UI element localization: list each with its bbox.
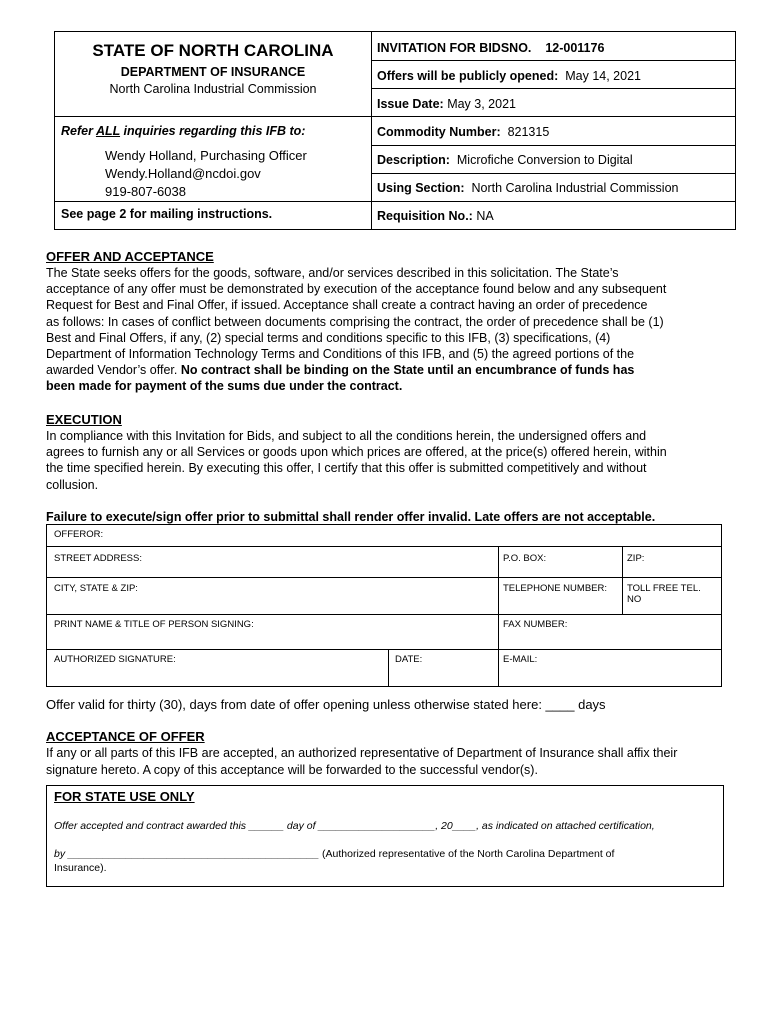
- email-field[interactable]: E-MAIL:: [503, 654, 538, 665]
- signature-field[interactable]: AUTHORIZED SIGNATURE:: [54, 654, 176, 665]
- acceptance-text: If any or all parts of this IFB are accepted, an authorized representative of Department of Insurance shall affix their signature hereto. A copy of this acceptance will be forwarded to the successful vendor(s).: [46, 746, 678, 777]
- invitation-number: INVITATION FOR BIDSNO. 12-001176: [377, 41, 605, 55]
- authorized-representative-line: by ___________________________________________ (Authorized representative of the North Carolina Department of Insurance).: [54, 848, 615, 874]
- offer-acceptance-heading: OFFER AND ACCEPTANCE: [46, 249, 214, 264]
- contact-name: Wendy Holland, Purchasing Officer: [105, 148, 307, 163]
- execution-warning: Failure to execute/sign offer prior to submittal shall render offer invalid. Late offers are not acceptable.: [46, 510, 656, 524]
- offeror-field[interactable]: OFFEROR:: [54, 529, 104, 540]
- description: Description: Microfiche Conversion to Digital: [377, 153, 633, 167]
- street-address-field[interactable]: STREET ADDRESS:: [54, 553, 142, 564]
- requisition-number: Requisition No.: NA: [377, 209, 494, 223]
- zip-field[interactable]: ZIP:: [627, 553, 645, 564]
- refer-inquiries-label: Refer ALL inquiries regarding this IFB to:: [61, 124, 306, 138]
- state-use-box: [46, 785, 724, 887]
- contract-awarded-line: Offer accepted and contract awarded this ______ day of ____________________, 20____, as indicated on attached certification,: [54, 820, 655, 832]
- validity-statement: Offer valid for thirty (30), days from date of offer opening unless otherwise stated here: ____ days: [46, 697, 606, 712]
- date-field[interactable]: DATE:: [395, 654, 423, 665]
- contact-phone: 919-807-6038: [105, 184, 186, 199]
- state-title: STATE OF NORTH CAROLINA: [92, 41, 334, 60]
- print-name-field[interactable]: PRINT NAME & TITLE OF PERSON SIGNING:: [54, 619, 254, 630]
- commodity-number: Commodity Number: 821315: [377, 125, 550, 139]
- opening-date: Offers will be publicly opened: May 14, 2021: [377, 69, 641, 83]
- offeror-form: [46, 524, 722, 687]
- header-box: [54, 31, 736, 230]
- state-use-heading: FOR STATE USE ONLY: [54, 789, 195, 804]
- mailing-note: See page 2 for mailing instructions.: [61, 207, 273, 221]
- city-state-zip-field[interactable]: CITY, STATE & ZIP:: [54, 583, 138, 594]
- fax-field[interactable]: FAX NUMBER:: [503, 619, 568, 630]
- execution-text: In compliance with this Invitation for Bids, and subject to all the conditions herein, the undersigned offers and agrees to furnish any or all Services or goods upon which prices are offered, at the price(s) offered herein, within the time specified herein. By executing this offer, I certify that this offer is submitted competitively and without collusion.: [46, 429, 667, 492]
- department-name: DEPARTMENT OF INSURANCE: [120, 65, 306, 79]
- contact-email: Wendy.Holland@ncdoi.gov: [105, 166, 261, 181]
- telephone-field[interactable]: TELEPHONE NUMBER:: [503, 583, 607, 594]
- execution-heading: EXECUTION: [46, 412, 122, 427]
- commission-name: North Carolina Industrial Commission: [109, 82, 317, 96]
- po-box-field[interactable]: P.O. BOX:: [503, 553, 547, 564]
- issue-date: Issue Date: May 3, 2021: [377, 97, 516, 111]
- toll-free-field[interactable]: TOLL FREE TEL. NO: [627, 583, 701, 605]
- offer-acceptance-text: The State seeks offers for the goods, software, and/or services described in this solicitation. The State’s acceptance of any offer must be demonstrated by execution of the acceptance found below and any subsequent Request for Best and Final Offer, if issued. Acceptance shall create a contract having an order of precedence as follows: In cases of conflict between documents comprising the contract, the order of precedence shall be (1) Best and Final Offers, if any, (2) special terms and conditions specific to this IFB, (3) specifications, (4) Department of Information Technology Terms and Conditions of this IFB, and (5) the agreed portions of the awarded Vendor’s offer. No contract shall be binding on the State until an encumbrance of funds has been made for payment of the sums due under the contract.: [46, 266, 667, 394]
- using-section: Using Section: North Carolina Industrial Commission: [377, 181, 679, 195]
- acceptance-heading: ACCEPTANCE OF OFFER: [46, 729, 205, 744]
